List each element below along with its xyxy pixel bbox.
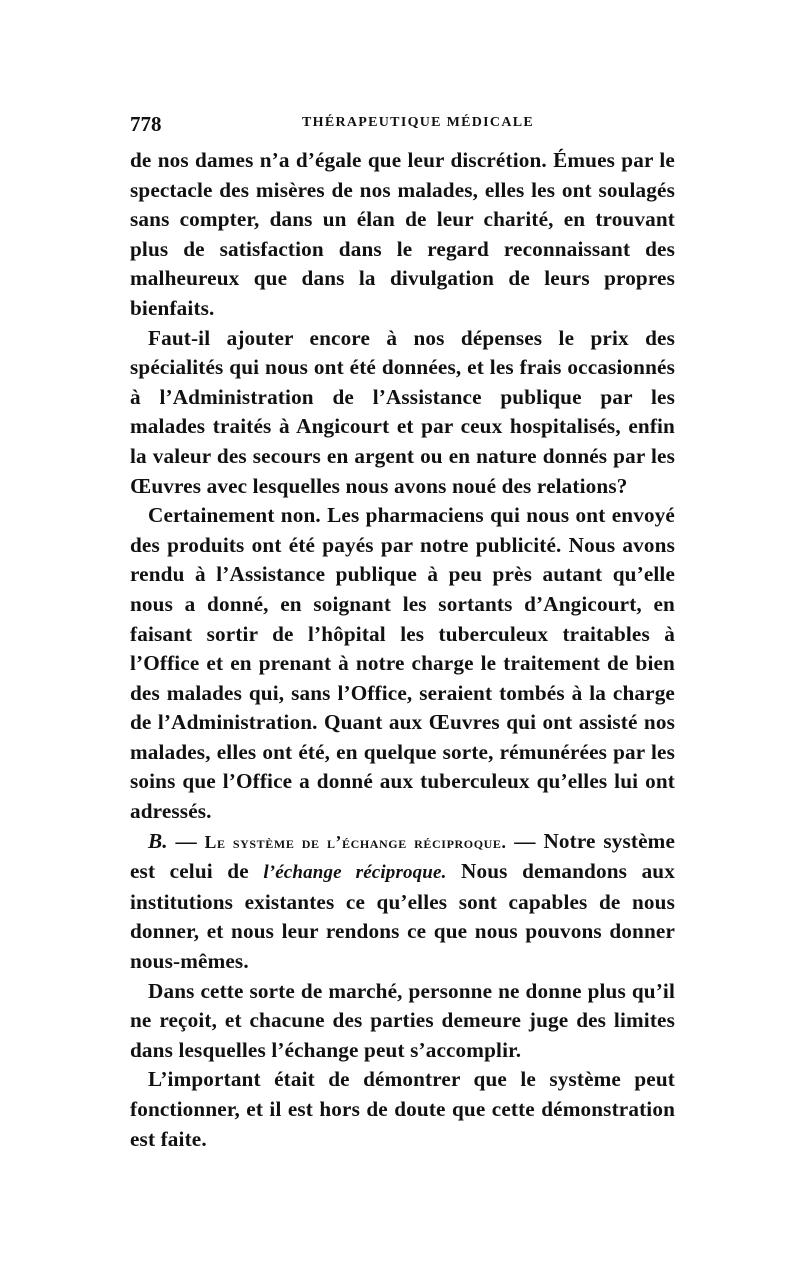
emphasis: l’échange réciproque. [263,862,447,884]
running-title: THÉRAPEUTIQUE MÉDICALE [302,115,535,130]
dash: — [167,828,205,853]
running-head [130,112,675,146]
section-label: B. [148,828,168,853]
paragraph-2: Faut-il ajouter encore à nos dépenses le prix des spécialités qui nous ont été données, et les frais occasionnés à l’Administration de l’Assistance publique par les malades traités à Angicourt et par ceux hospitalisés, enfin la valeur des secours en argent ou en nature donnés par les Œuvres avec lesquelles nous avons noué des relations? [130,325,675,498]
dash: — [506,828,544,853]
paragraph-6: L’important était de démontrer que le système peut fonctionner, et il est hors de doute que cette démonstration est faite. [130,1067,675,1151]
paragraph-1: de nos dames n’a d’égale que leur discrétion. Émues par le spectacle des misères de nos malades, elles les ont soulagés sans compter, dans un élan de leur charité, en trouvant plus de satisfaction dans le regard reconnaissant des malheureux que dans la divulgation de leurs propres bienfaits. [130,148,675,320]
paragraph-4 [130,827,675,977]
body-text [130,146,675,1154]
book-page [130,112,675,1154]
paragraph-3: Certainement non. Les pharmaciens qui nous ont envoyé des produits ont été payés par notre publicité. Nous avons rendu à l’Assistance publique à peu près autant qu’elle nous a donné, en soignant les sortants d’Angicourt, en faisant sortir de l’hôpital les tuberculeux traitables à l’Office et en prenant à notre charge le traitement de bien des malades qui, sans l’Office, seraient tombés à la charge de l’Administration. Quant aux Œuvres qui ont assisté nos malades, elles ont été, en quelque sorte, rémunérées par les soins que l’Office a donné aux tuberculeux qu’elles lui ont adressés. [130,503,675,824]
section-heading: Le système de l’échange réciproque. [204,831,507,852]
paragraph-text: Nous demandons aux institutions existantes ce qu’elles sont capables de nous donner, et nous leur rendons ce que nous pouvons donner nous-mêmes. [130,859,675,974]
page-number: 778 [130,112,162,136]
paragraph-5: Dans cette sorte de marché, personne ne donne plus qu’il ne reçoit, et chacune des parties demeure juge des limites dans lesquelles l’échange peut s’accomplir. [130,978,675,1062]
paragraph-text: Notre système est celui de [130,828,676,884]
